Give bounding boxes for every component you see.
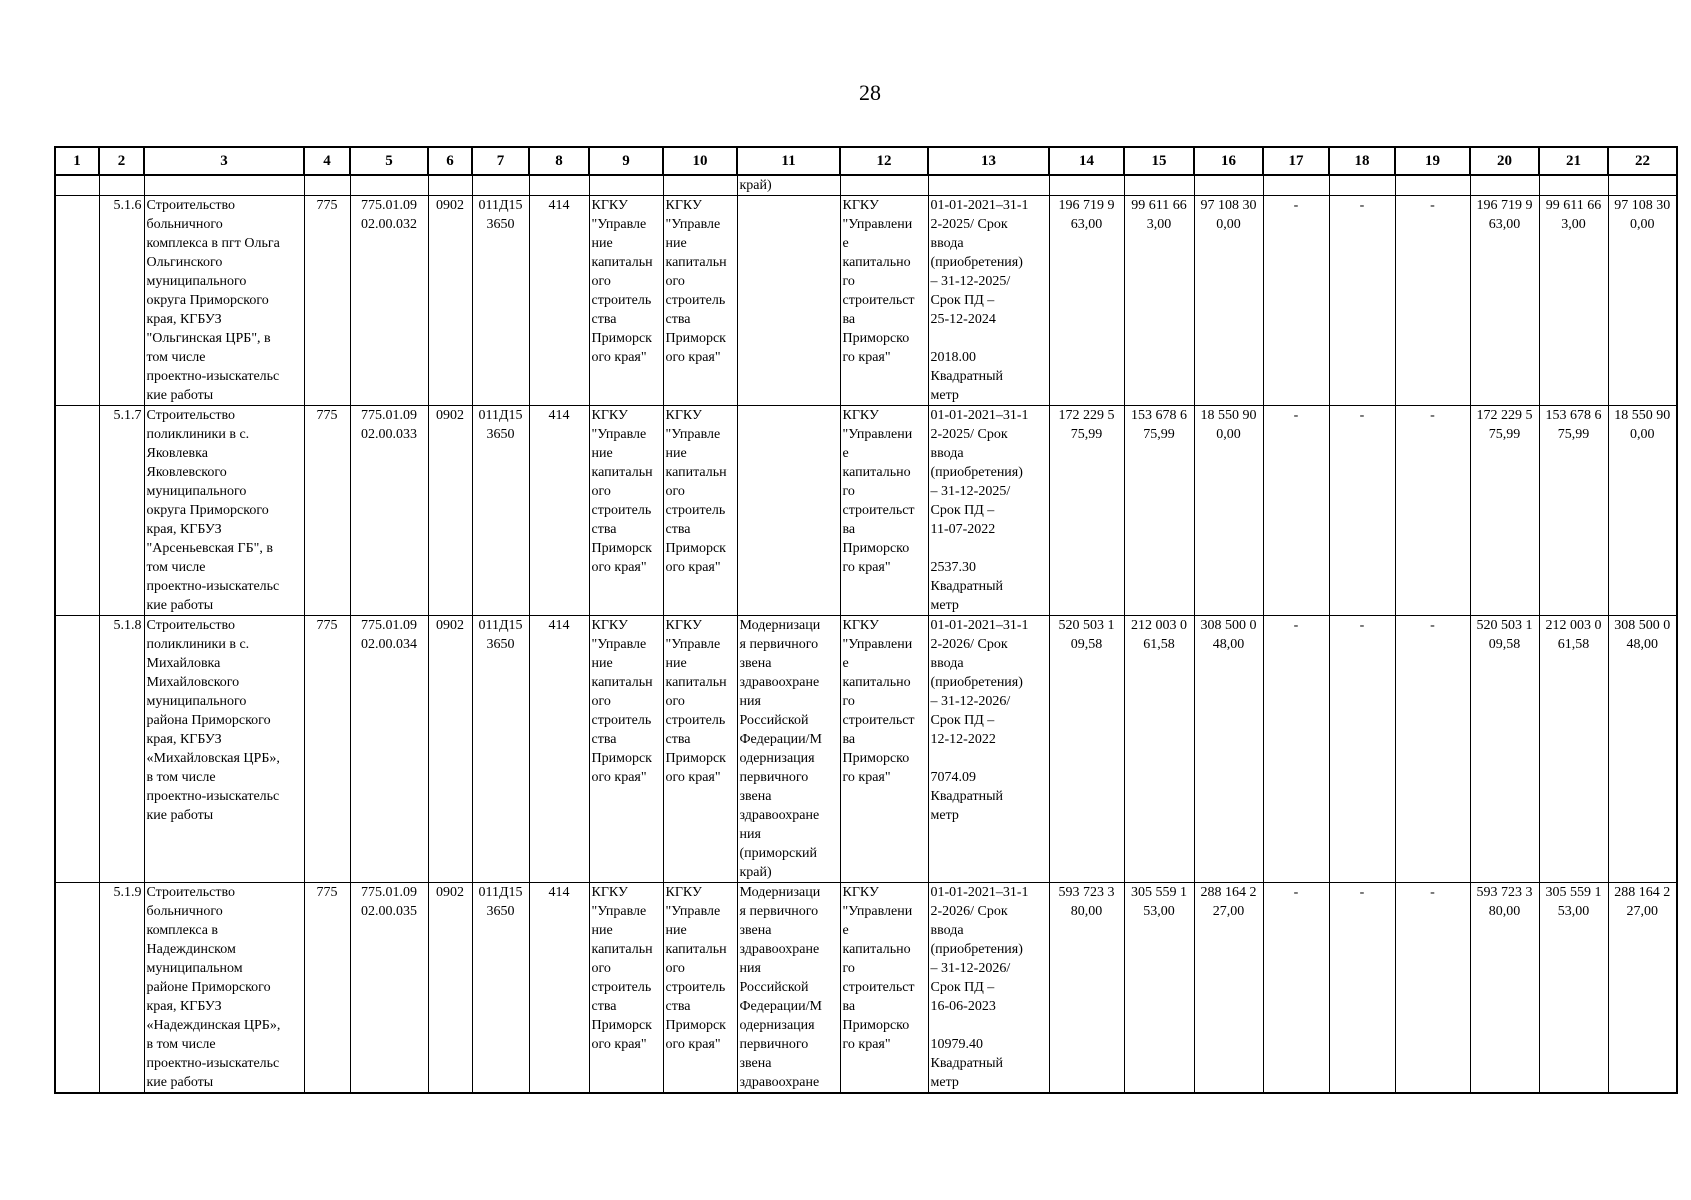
col-19-value: - <box>1395 616 1470 883</box>
col-14-value: 593 723 3 80,00 <box>1049 883 1124 1094</box>
col-21-value: 305 559 1 53,00 <box>1539 883 1608 1094</box>
col-10-value: КГКУ "Управле ние капитальн ого строитель ства Приморск ого края" <box>663 406 737 616</box>
col-7-value: 011Д15 3650 <box>472 883 529 1094</box>
table-row <box>55 196 1677 406</box>
header-row <box>55 147 1677 175</box>
col-9-value: КГКУ "Управле ние капитальн ого строитель ства Приморск ого края" <box>589 406 663 616</box>
col-4-value: 775 <box>304 196 350 406</box>
empty-cell <box>55 883 99 1094</box>
col-8-value: 414 <box>529 616 589 883</box>
col-17-value: - <box>1263 616 1329 883</box>
col-20-value: 196 719 9 63,00 <box>1470 196 1539 406</box>
col-22-value: 288 164 2 27,00 <box>1608 883 1677 1094</box>
col-6-value: 0902 <box>428 883 472 1094</box>
col-13-value: 01-01-2021–31-1 2-2025/ Срок ввода (приобретения) – 31-12-2025/ Срок ПД – 11-07-2022 2537.30 Квадратный метр <box>928 406 1049 616</box>
col-20-value: 593 723 3 80,00 <box>1470 883 1539 1094</box>
col-15-value: 305 559 1 53,00 <box>1124 883 1194 1094</box>
col-16-value: 288 164 2 27,00 <box>1194 883 1263 1094</box>
object-name: Строительство больничного комплекса в пгт Ольга Ольгинского муниципального округа Приморского края, КГБУЗ "Ольгинская ЦРБ", в том числе проектно-изыскательс кие работы <box>144 196 304 406</box>
column-header-7: 7 <box>472 147 529 175</box>
row-id: 5.1.6 <box>99 196 144 406</box>
col-8-value: 414 <box>529 196 589 406</box>
col-21-value: 212 003 0 61,58 <box>1539 616 1608 883</box>
row-id: 5.1.8 <box>99 616 144 883</box>
col-8-value: 414 <box>529 406 589 616</box>
col-7-value: 011Д15 3650 <box>472 196 529 406</box>
col-12-value: КГКУ "Управлени е капитально го строительст ва Приморско го края" <box>840 406 928 616</box>
column-header-8: 8 <box>529 147 589 175</box>
col-16-value: 97 108 30 0,00 <box>1194 196 1263 406</box>
col-17-value: - <box>1263 406 1329 616</box>
col-11-value <box>737 406 840 616</box>
empty-cell <box>55 616 99 883</box>
col-11-value: Модернизаци я первичного звена здравоохране ния Российской Федерации/М одернизация первичного звена здравоохране <box>737 883 840 1094</box>
col-5-value: 775.01.09 02.00.032 <box>350 196 428 406</box>
column-header-4: 4 <box>304 147 350 175</box>
column-header-14: 14 <box>1049 147 1124 175</box>
col-5-value: 775.01.09 02.00.034 <box>350 616 428 883</box>
col-7-value: 011Д15 3650 <box>472 406 529 616</box>
col-13-value: 01-01-2021–31-1 2-2025/ Срок ввода (приобретения) – 31-12-2025/ Срок ПД – 25-12-2024 2018.00 Квадратный метр <box>928 196 1049 406</box>
col-15-value: 99 611 66 3,00 <box>1124 196 1194 406</box>
col-7-value: 011Д15 3650 <box>472 616 529 883</box>
continuation-row <box>55 175 1677 196</box>
column-header-21: 21 <box>1539 147 1608 175</box>
col-14-value: 196 719 9 63,00 <box>1049 196 1124 406</box>
column-header-11: 11 <box>737 147 840 175</box>
col-22-value: 18 550 90 0,00 <box>1608 406 1677 616</box>
table-row <box>55 616 1677 883</box>
col-18-value: - <box>1329 196 1395 406</box>
object-name: Строительство поликлиники в с. Михайловка Михайловского муниципального района Приморского края, КГБУЗ «Михайловская ЦРБ», в том числе проектно-изыскательс кие работы <box>144 616 304 883</box>
column-header-22: 22 <box>1608 147 1677 175</box>
col-9-value: КГКУ "Управле ние капитальн ого строитель ства Приморск ого края" <box>589 196 663 406</box>
col-17-value: - <box>1263 883 1329 1094</box>
col-10-value: КГКУ "Управле ние капитальн ого строитель ства Приморск ого края" <box>663 883 737 1094</box>
continuation-cell: край) <box>737 175 840 196</box>
col-19-value: - <box>1395 406 1470 616</box>
col-11-value: Модернизаци я первичного звена здравоохране ния Российской Федерации/М одернизация первичного звена здравоохране ния (приморский край) <box>737 616 840 883</box>
budget-table <box>54 146 1678 1094</box>
col-6-value: 0902 <box>428 616 472 883</box>
col-22-value: 97 108 30 0,00 <box>1608 196 1677 406</box>
col-6-value: 0902 <box>428 406 472 616</box>
col-9-value: КГКУ "Управле ние капитальн ого строитель ства Приморск ого края" <box>589 883 663 1094</box>
col-5-value: 775.01.09 02.00.033 <box>350 406 428 616</box>
column-header-20: 20 <box>1470 147 1539 175</box>
col-10-value: КГКУ "Управле ние капитальн ого строитель ства Приморск ого края" <box>663 616 737 883</box>
col-12-value: КГКУ "Управлени е капитально го строительст ва Приморско го края" <box>840 883 928 1094</box>
col-21-value: 99 611 66 3,00 <box>1539 196 1608 406</box>
column-header-3: 3 <box>144 147 304 175</box>
col-19-value: - <box>1395 883 1470 1094</box>
col-10-value: КГКУ "Управле ние капитальн ого строитель ства Приморск ого края" <box>663 196 737 406</box>
col-15-value: 212 003 0 61,58 <box>1124 616 1194 883</box>
col-14-value: 172 229 5 75,99 <box>1049 406 1124 616</box>
column-header-12: 12 <box>840 147 928 175</box>
col-4-value: 775 <box>304 406 350 616</box>
column-header-13: 13 <box>928 147 1049 175</box>
col-18-value: - <box>1329 406 1395 616</box>
page-number: 28 <box>859 80 881 105</box>
row-id: 5.1.9 <box>99 883 144 1094</box>
empty-cell <box>55 406 99 616</box>
col-15-value: 153 678 6 75,99 <box>1124 406 1194 616</box>
col-4-value: 775 <box>304 883 350 1094</box>
col-6-value: 0902 <box>428 196 472 406</box>
column-header-18: 18 <box>1329 147 1395 175</box>
col-11-value <box>737 196 840 406</box>
col-18-value: - <box>1329 616 1395 883</box>
col-22-value: 308 500 0 48,00 <box>1608 616 1677 883</box>
column-header-5: 5 <box>350 147 428 175</box>
col-13-value: 01-01-2021–31-1 2-2026/ Срок ввода (приобретения) – 31-12-2026/ Срок ПД – 12-12-2022 7074.09 Квадратный метр <box>928 616 1049 883</box>
column-header-9: 9 <box>589 147 663 175</box>
col-14-value: 520 503 1 09,58 <box>1049 616 1124 883</box>
column-header-15: 15 <box>1124 147 1194 175</box>
col-21-value: 153 678 6 75,99 <box>1539 406 1608 616</box>
column-header-17: 17 <box>1263 147 1329 175</box>
column-header-6: 6 <box>428 147 472 175</box>
col-19-value: - <box>1395 196 1470 406</box>
column-header-1: 1 <box>55 147 99 175</box>
col-17-value: - <box>1263 196 1329 406</box>
col-13-value: 01-01-2021–31-1 2-2026/ Срок ввода (приобретения) – 31-12-2026/ Срок ПД – 16-06-2023 10979.40 Квадратный метр <box>928 883 1049 1094</box>
col-5-value: 775.01.09 02.00.035 <box>350 883 428 1094</box>
object-name: Строительство больничного комплекса в Надеждинском муниципальном районе Приморского края, КГБУЗ «Надеждинская ЦРБ», в том числе проектно-изыскательс кие работы <box>144 883 304 1094</box>
object-name: Строительство поликлиники в с. Яковлевка Яковлевского муниципального округа Приморского края, КГБУЗ "Арсеньевская ГБ", в том числе проектно-изыскательс кие работы <box>144 406 304 616</box>
col-8-value: 414 <box>529 883 589 1094</box>
column-header-10: 10 <box>663 147 737 175</box>
col-18-value: - <box>1329 883 1395 1094</box>
column-header-2: 2 <box>99 147 144 175</box>
budget-table-wrapper <box>54 146 1678 1094</box>
col-20-value: 172 229 5 75,99 <box>1470 406 1539 616</box>
table-row <box>55 406 1677 616</box>
empty-cell <box>55 196 99 406</box>
col-20-value: 520 503 1 09,58 <box>1470 616 1539 883</box>
col-9-value: КГКУ "Управле ние капитальн ого строитель ства Приморск ого края" <box>589 616 663 883</box>
col-12-value: КГКУ "Управлени е капитально го строительст ва Приморско го края" <box>840 196 928 406</box>
col-4-value: 775 <box>304 616 350 883</box>
row-id: 5.1.7 <box>99 406 144 616</box>
col-16-value: 308 500 0 48,00 <box>1194 616 1263 883</box>
column-header-16: 16 <box>1194 147 1263 175</box>
col-16-value: 18 550 90 0,00 <box>1194 406 1263 616</box>
col-12-value: КГКУ "Управлени е капитально го строительст ва Приморско го края" <box>840 616 928 883</box>
table-row <box>55 883 1677 1094</box>
column-header-19: 19 <box>1395 147 1470 175</box>
